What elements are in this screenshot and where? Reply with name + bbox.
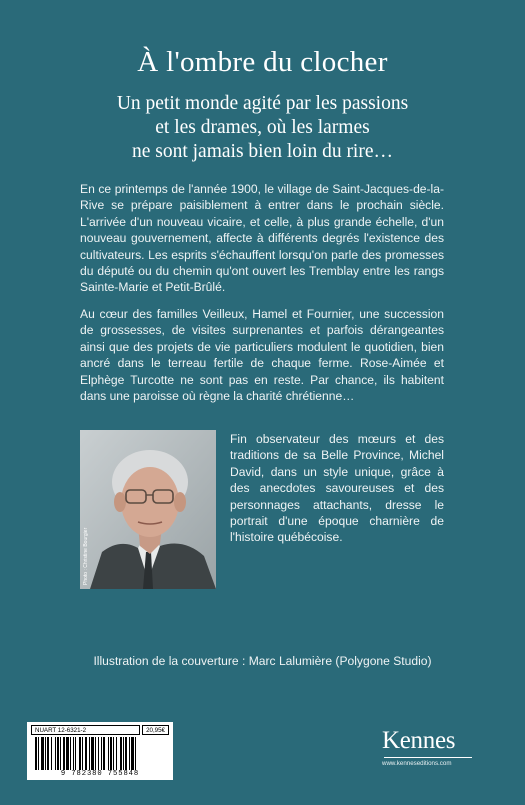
illustration-credit: Illustration de la couverture : Marc Lalumière (Polygone Studio) xyxy=(93,654,432,668)
barcode-label xyxy=(27,722,173,780)
synopsis-paragraph-2: Au cœur des familles Veilleux, Hamel et Fournier, une succession de grossesses, de visites surprenantes et parfois dérangeantes ainsi que des projets de vie particuliers modulent le quotidien, bien ancré dans le terreau fertile de chaque ferme. Rose-Aimée et Elphège Turcotte ne sont pas en reste. Par chance, ils habitent dans une paroisse où règne la charité chrétienne… xyxy=(80,307,444,404)
publisher-website: www.kenneseditions.com xyxy=(382,760,452,767)
author-photo xyxy=(80,430,216,589)
logo-underline xyxy=(384,757,472,758)
price-tag: 20,95€ xyxy=(142,725,169,735)
barcode-icon xyxy=(35,737,165,770)
tagline xyxy=(60,92,465,164)
tagline-line: Un petit monde agité par les passions xyxy=(116,93,409,114)
book-title: À l'ombre du clocher xyxy=(137,46,388,78)
photo-credit: Photo : Christine Bourgier xyxy=(83,527,89,585)
author-bio: Fin observateur des mœurs et des traditions de sa Belle Province, Michel David, dans un style unique, grâce à des anecdotes savoureuses et des personnages attachants, dresse le portrait d'une époque charnière de l'histoire québécoise. xyxy=(230,432,444,545)
publisher-logo: Kennes xyxy=(382,727,456,754)
product-code: NUART 12-6321-2 xyxy=(31,725,140,735)
synopsis-paragraph-1: En ce printemps de l'année 1900, le village de Saint-Jacques-de-la-Rive se prépare paisiblement à entrer dans le prochain siècle. L'arrivée d'un nouveau vicaire, et celle, à plus grande échelle, d'un nouveau gouvernement, affecte à différents degrés l'existence des cultivateurs. Les esprits s'échauffent lorsqu'on parle des promesses du député ou du chemin qu'ont ouvert les Tremblay entre les rangs Sainte-Marie et Petit-Brûlé. xyxy=(80,182,444,295)
tagline-line: et les drames, où les larmes xyxy=(155,117,370,138)
author-portrait-image xyxy=(80,430,216,589)
isbn-digits: 9 782380 755848 xyxy=(60,770,140,778)
tagline-line: ne sont jamais bien loin du rire… xyxy=(131,141,394,162)
barcode-header xyxy=(31,725,169,735)
